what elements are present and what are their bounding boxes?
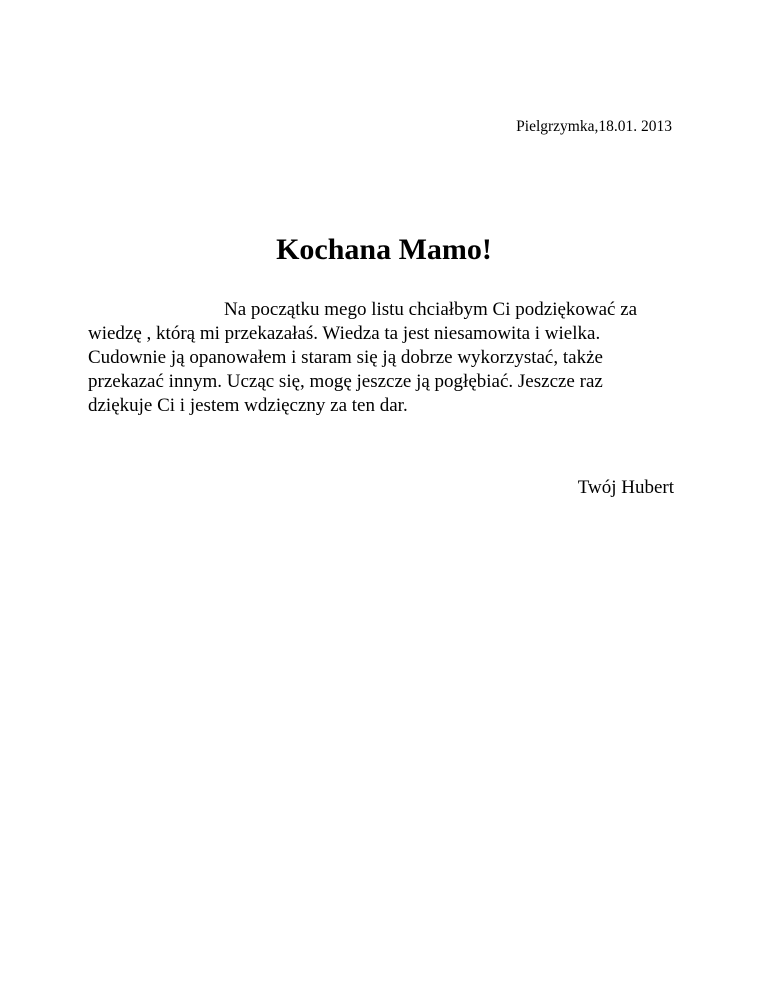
- body-line: wiedzę , którą mi przekazałaś. Wiedza ta jest niesamowita i wielka.: [88, 323, 601, 344]
- body-line: przekazać innym. Ucząc się, mogę jeszcze ją pogłębiać. Jeszcze raz: [88, 371, 603, 392]
- letter-greeting: Kochana Mamo!: [276, 233, 492, 266]
- letter-body: [88, 298, 688, 418]
- letter-signature: Twój Hubert: [577, 477, 674, 498]
- place-date: Pielgrzymka,18.01. 2013: [516, 118, 672, 135]
- body-line: Na początku mego listu chciałbym Ci podziękować za: [224, 299, 638, 320]
- body-line: Cudownie ją opanowałem i staram się ją dobrze wykorzystać, także: [88, 347, 603, 368]
- body-line: dziękuje Ci i jestem wdzięczny za ten dar.: [88, 395, 408, 416]
